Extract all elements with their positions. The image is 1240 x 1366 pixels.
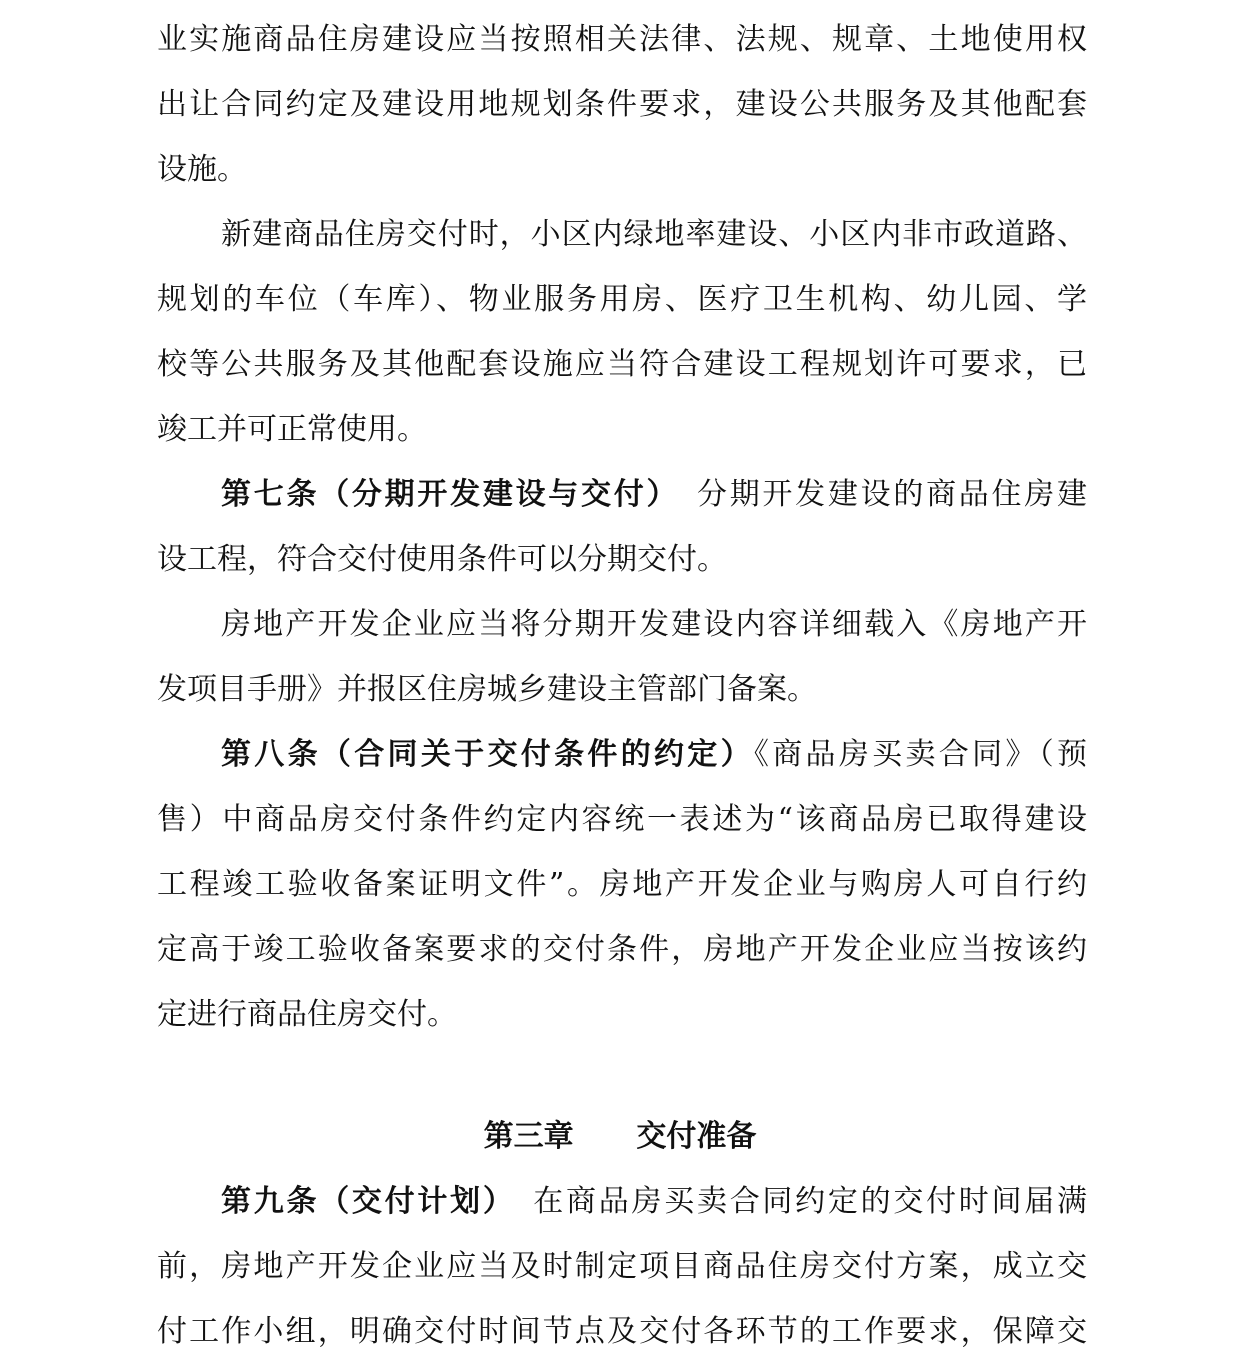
article-heading: 第八条（合同关于交付条件的约定） xyxy=(221,737,754,772)
article-text: 分期开发建设的商品住房建 xyxy=(694,477,1088,512)
text-line: 售）中商品房交付条件约定内容统一表述为“该商品房已取得建设 xyxy=(157,802,1087,837)
text-line: 定进行商品住房交付。 xyxy=(157,997,457,1032)
chapter-heading: 第三章 交付准备 xyxy=(483,1119,757,1154)
text-line: 业实施商品住房建设应当按照相关法律、法规、规章、土地使用权 xyxy=(157,22,1087,57)
article-text: 在商品房买卖合同约定的交付时间届满 xyxy=(530,1184,1088,1219)
article-text xyxy=(516,1184,531,1219)
text-line: 定高于竣工验收备案要求的交付条件，房地产开发企业应当按该约 xyxy=(157,932,1087,967)
article-text xyxy=(679,477,694,512)
text-line: 规划的车位（车库）、物业服务用房、医疗卫生机构、幼儿园、学 xyxy=(157,282,1087,317)
text-line: 前，房地产开发企业应当及时制定项目商品住房交付方案，成立交 xyxy=(157,1249,1087,1284)
article-heading: 第九条（交付计划） xyxy=(221,1184,516,1219)
text-line: 发项目手册》并报区住房城乡建设主管部门备案。 xyxy=(157,672,817,707)
text-line: 校等公共服务及其他配套设施应当符合建设工程规划许可要求，已 xyxy=(157,347,1087,382)
article-9-first-line xyxy=(221,1182,1087,1222)
text-line: 设工程，符合交付使用条件可以分期交付。 xyxy=(157,542,727,577)
text-line: 房地产开发企业应当将分期开发建设内容详细载入《房地产开 xyxy=(221,607,1087,642)
article-text: 《商品房买卖合同》（预 xyxy=(753,737,1088,772)
text-line: 竣工并可正常使用。 xyxy=(157,412,427,447)
text-line: 设施。 xyxy=(157,152,247,187)
text-line: 新建商品住房交付时，小区内绿地率建设、小区内非市政道路、 xyxy=(221,217,1087,252)
text-line: 出让合同约定及建设用地规划条件要求，建设公共服务及其他配套 xyxy=(157,87,1087,122)
article-8-first-line xyxy=(221,735,1087,775)
article-7-first-line xyxy=(221,475,1087,515)
text-line: 工程竣工验收备案证明文件”。房地产开发企业与购房人可自行约 xyxy=(157,867,1087,902)
text-line: 付工作小组，明确交付时间节点及交付各环节的工作要求，保障交 xyxy=(157,1314,1087,1349)
article-heading: 第七条（分期开发建设与交付） xyxy=(221,477,680,512)
